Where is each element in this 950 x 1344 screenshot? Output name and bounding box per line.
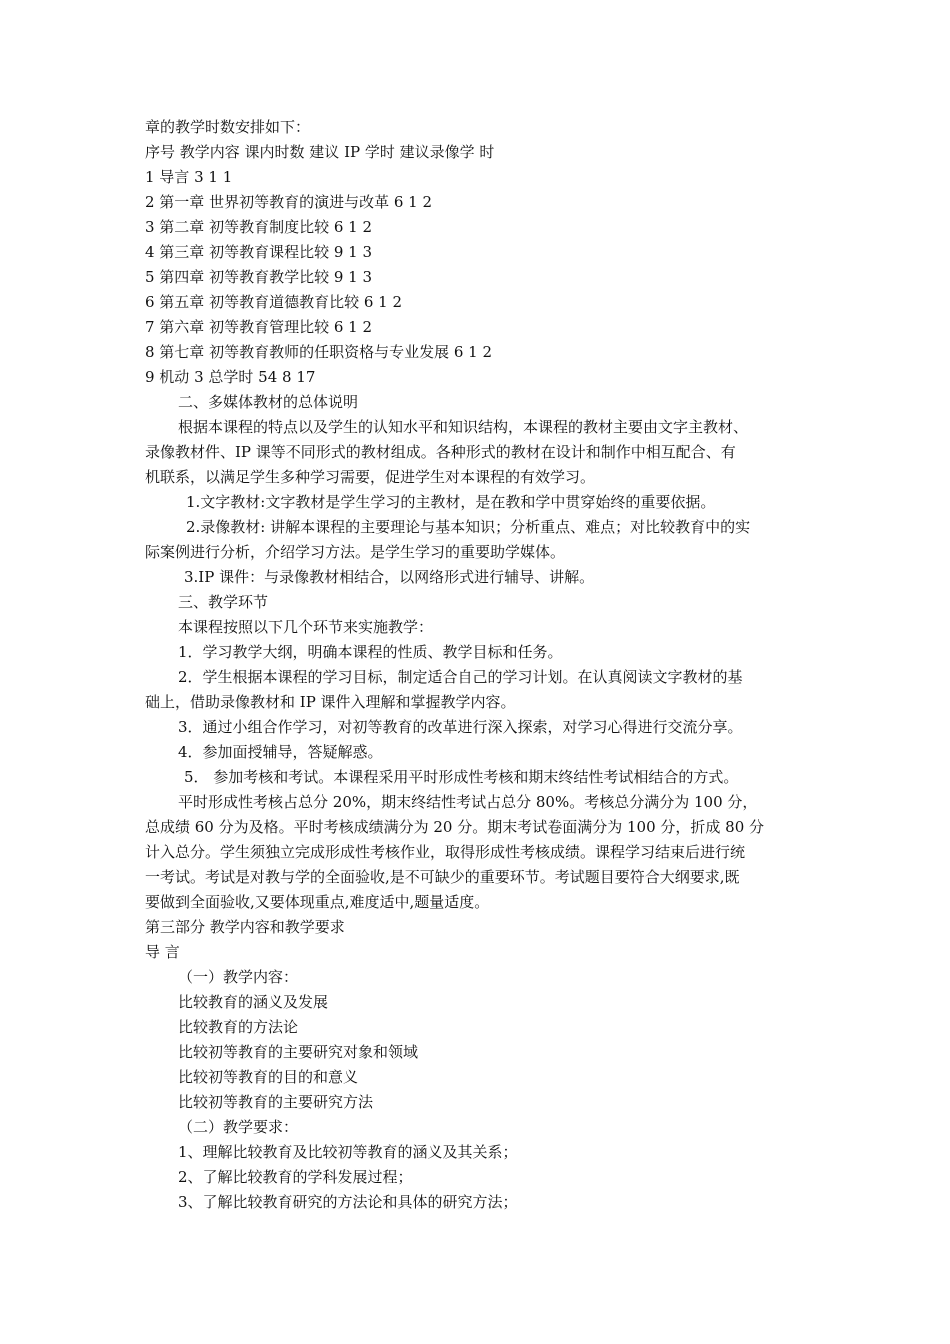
schedule-row: 3 第二章 初等教育制度比较 6 1 2 — [145, 218, 373, 236]
schedule-row: 5 第四章 初等教育教学比较 9 1 3 — [145, 268, 373, 286]
list-item: 2.录像教材: 讲解本课程的主要理论与基本知识；分析重点、难点；对比较教育中的实 — [186, 518, 751, 536]
list-item: 1.文字教材:文字教材是学生学习的主教材，是在教和学中贯穿始终的重要依据。 — [186, 493, 716, 511]
schedule-table-header: 序号 教学内容 课内时数 建议 IP 学时 建议录像学 时 — [145, 143, 495, 161]
content-item: 比较教育的方法论 — [178, 1018, 299, 1036]
content-item: 比较教育的涵义及发展 — [178, 993, 329, 1011]
text-line: 章的教学时数安排如下： — [145, 118, 311, 136]
part-heading: 第三部分 教学内容和教学要求 — [145, 918, 345, 936]
paragraph-line: 总成绩 60 分为及格。平时考核成绩满分为 20 分。期末考试卷面满分为 100 分，折成 80 分 — [145, 818, 765, 836]
section-heading: 三、教学环节 — [178, 593, 269, 611]
paragraph-line: 平时形成性考核占总分 20%，期末终结性考试占总分 80%。考核总分满分为 100 分， — [178, 793, 758, 811]
subsection-heading: （二）教学要求： — [178, 1118, 299, 1136]
list-item: 1．学习教学大纲，明确本课程的性质、教学目标和任务。 — [178, 643, 563, 661]
section-heading: 二、多媒体教材的总体说明 — [178, 393, 359, 411]
schedule-row: 7 第六章 初等教育管理比较 6 1 2 — [145, 318, 373, 336]
paragraph-line: 根据本课程的特点以及学生的认知水平和知识结构，本课程的教材主要由文字主教材、 — [178, 418, 749, 436]
list-item: 3．通过小组合作学习，对初等教育的改革进行深入探索，对学习心得进行交流分享。 — [178, 718, 743, 736]
paragraph-line: 一考试。考试是对教与学的全面验收,是不可缺少的重要环节。考试题目要符合大纲要求,既 — [145, 868, 740, 886]
schedule-row: 9 机动 3 总学时 54 8 17 — [145, 368, 316, 386]
chapter-heading: 导 言 — [145, 943, 180, 961]
list-item: 2．学生根据本课程的学习目标，制定适合自己的学习计划。在认真阅读文字教材的基 — [178, 668, 743, 686]
schedule-row: 4 第三章 初等教育课程比较 9 1 3 — [145, 243, 373, 261]
list-item: 3.IP 课件：与录像教材相结合，以网络形式进行辅导、讲解。 — [184, 568, 595, 586]
paragraph-line: 计入总分。学生须独立完成形成性考核作业，取得形成性考核成绩。课程学习结束后进行统 — [145, 843, 746, 861]
paragraph-line: 录像教材件、IP 课等不同形式的教材组成。各种形式的教材在设计和制作中相互配合、有 — [145, 443, 736, 461]
schedule-row: 2 第一章 世界初等教育的演进与改革 6 1 2 — [145, 193, 433, 211]
list-item: 5． 参加考核和考试。本课程采用平时形成性考核和期末终结性考试相结合的方式。 — [184, 768, 739, 786]
requirement-item: 1、理解比较教育及比较初等教育的涵义及其关系； — [178, 1143, 518, 1161]
paragraph-line: 机联系，以满足学生多种学习需要，促进学生对本课程的有效学习。 — [145, 468, 596, 486]
paragraph-line: 础上，借助录像教材和 IP 课件入理解和掌握教学内容。 — [145, 693, 516, 711]
schedule-row: 1 导言 3 1 1 — [145, 168, 233, 186]
content-item: 比较初等教育的主要研究对象和领域 — [178, 1043, 419, 1061]
content-item: 比较初等教育的主要研究方法 — [178, 1093, 374, 1111]
schedule-row: 6 第五章 初等教育道德教育比较 6 1 2 — [145, 293, 403, 311]
requirement-item: 3、了解比较教育研究的方法论和具体的研究方法； — [178, 1193, 518, 1211]
subsection-heading: （一）教学内容： — [178, 968, 299, 986]
paragraph-line: 本课程按照以下几个环节来实施教学： — [178, 618, 434, 636]
list-item: 4．参加面授辅导，答疑解惑。 — [178, 743, 383, 761]
paragraph-line: 际案例进行分析，介绍学习方法。是学生学习的重要助学媒体。 — [145, 543, 566, 561]
paragraph-line: 要做到全面验收,又要体现重点,难度适中,题量适度。 — [145, 893, 490, 911]
content-item: 比较初等教育的目的和意义 — [178, 1068, 359, 1086]
requirement-item: 2、了解比较教育的学科发展过程； — [178, 1168, 413, 1186]
schedule-row: 8 第七章 初等教育教师的任职资格与专业发展 6 1 2 — [145, 343, 493, 361]
